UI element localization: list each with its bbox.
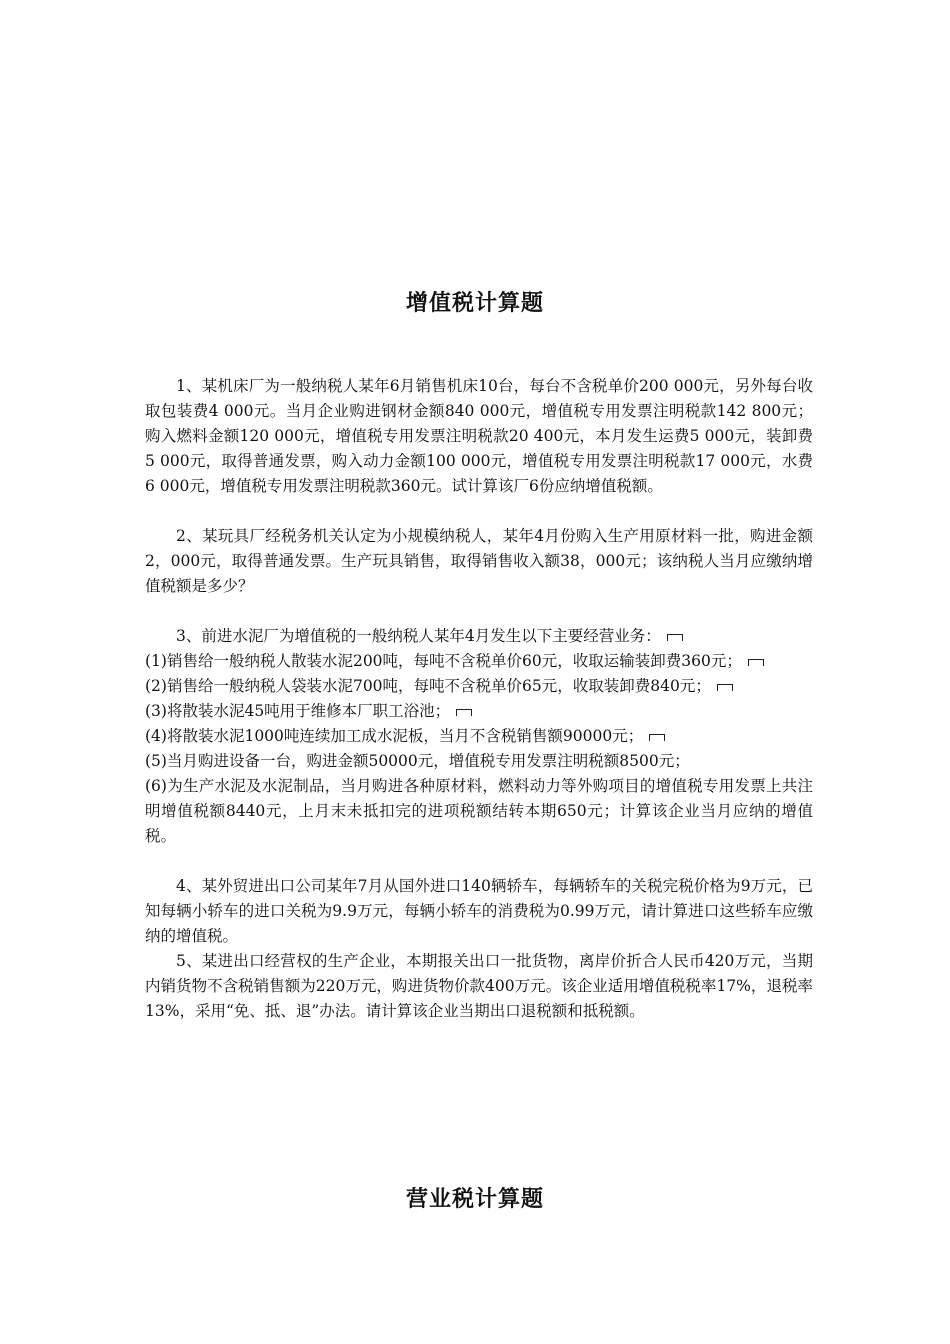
line-break-mark-icon	[667, 634, 683, 641]
problem-3-intro-text: 3、前进水泥厂为增值税的一般纳税人某年4月发生以下主要经营业务：	[176, 627, 661, 645]
item-text: (3)将散装水泥45吨用于维修本厂职工浴池；	[145, 702, 451, 720]
problem-4: 4、某外贸进出口公司某年7月从国外进口140辆轿车，每辆轿车的关税完税价格为9万元，已知每辆小轿车的进口关税为9.9万元，每辆小轿车的消费税为0.99万元，请计算进口这些轿车应缴纳的增值税。	[145, 877, 813, 945]
item-text: (2)销售给一般纳税人袋装水泥700吨，每吨不含税单价65元，收取装卸费840元；	[145, 677, 711, 695]
problem-3-item-1	[145, 649, 813, 674]
problem-3-item-4	[145, 724, 813, 749]
line-break-mark-icon	[649, 734, 665, 741]
problem-3-item-5: (5)当月购进设备一台，购进金额50000元，增值税专用发票注明税额8500元；	[145, 752, 690, 770]
spacer	[145, 599, 813, 624]
problem-2: 2、某玩具厂经税务机关认定为小规模纳税人，某年4月份购入生产用原材料一批，购进金额2，000元，取得普通发票。生产玩具销售，取得销售收入额38，000元；该纳税人当月应缴纳增值税额是多少？	[145, 527, 813, 595]
spacer	[145, 499, 813, 524]
item-text: (1)销售给一般纳税人散装水泥200吨，每吨不含税单价60元，收取运输装卸费360元；	[145, 652, 742, 670]
problem-3-item-2	[145, 674, 813, 699]
problem-3-item-3	[145, 699, 813, 724]
item-text: (4)将散装水泥1000吨连续加工成水泥板，当月不含税销售额90000元；	[145, 727, 644, 745]
spacer	[145, 849, 813, 874]
line-break-mark-icon	[456, 709, 472, 716]
vat-section-title: 增值税计算题	[405, 291, 544, 316]
business-tax-section-title: 营业税计算题	[405, 1187, 544, 1212]
problem-1: 1、某机床厂为一般纳税人某年6月销售机床10台，每台不含税单价200 000元，另外每台收取包装费4 000元。当月企业购进钢材金额840 000元，增值税专用发票注明税款142 800元；购入燃料金额120 000元，增值税专用发票注明税款20 400元，本月发生运费5 000元，装卸费5 000元，取得普通发票，购入动力金额100 000元，增值税专用发票注明税款17 000元，水费6 000元，增值税专用发票注明税款360元。试计算该厂6份应纳增值税额。	[145, 377, 813, 495]
problem-3-intro	[145, 624, 813, 649]
problem-5: 5、某进出口经营权的生产企业，本期报关出口一批货物，离岸价折合人民币420万元，当期内销货物不含税销售额为220万元，购进货物价款400万元。该企业适用增值税税率17%，退税率13%，采用“免、抵、退”办法。请计算该企业当期出口退税额和抵税额。	[145, 952, 813, 1020]
line-break-mark-icon	[717, 684, 733, 691]
problem-3-item-6: (6)为生产水泥及水泥制品，当月购进各种原材料，燃料动力等外购项目的增值税专用发票上共注明增值税额8440元，上月末未抵扣完的进项税额结转本期650元；计算该企业当月应纳的增值税。	[145, 777, 813, 845]
vat-problems	[145, 374, 813, 1024]
line-break-mark-icon	[748, 659, 764, 666]
